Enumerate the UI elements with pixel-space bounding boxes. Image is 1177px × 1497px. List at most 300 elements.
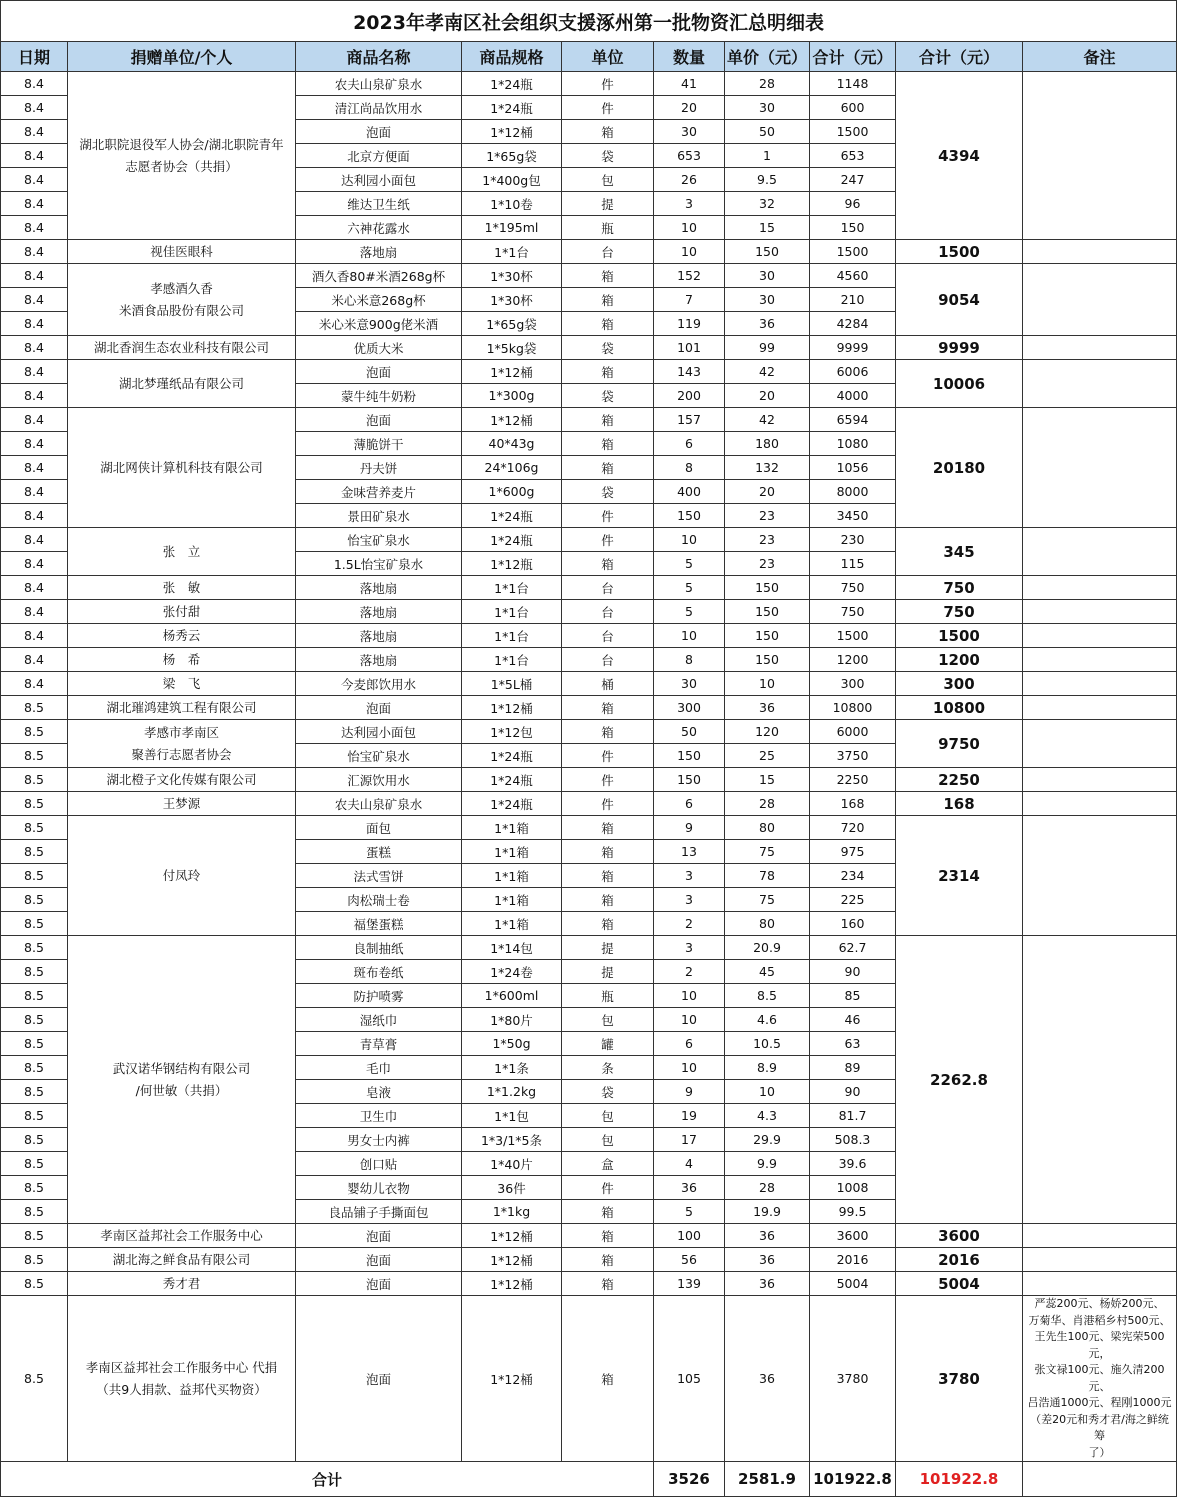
column-header: 备注 [1023, 42, 1177, 72]
price-cell: 99 [725, 336, 810, 360]
total-amount: 101922.8 [810, 1462, 896, 1497]
subtotal-cell: 2314 [896, 816, 1023, 936]
total-cell: 975 [810, 840, 896, 864]
price-cell: 80 [725, 912, 810, 936]
product-name-cell: 达利园小面包 [296, 168, 462, 192]
price-cell: 45 [725, 960, 810, 984]
total-price: 2581.9 [725, 1462, 810, 1497]
donor-cell [68, 528, 296, 576]
date-cell: 8.5 [1, 768, 68, 792]
unit-cell: 件 [562, 504, 654, 528]
unit-cell: 箱 [562, 360, 654, 384]
donor-cell [68, 816, 296, 936]
qty-cell: 17 [654, 1128, 725, 1152]
product-name-cell: 法式雪饼 [296, 864, 462, 888]
subtotal-cell: 9054 [896, 264, 1023, 336]
qty-cell: 101 [654, 336, 725, 360]
table-row [1, 1248, 1177, 1272]
total-cell: 115 [810, 552, 896, 576]
unit-cell: 条 [562, 1056, 654, 1080]
product-name-cell: 落地扇 [296, 648, 462, 672]
donor-cell [68, 696, 296, 720]
spec-cell: 1*1箱 [462, 816, 562, 840]
total-cell: 63 [810, 1032, 896, 1056]
product-name-cell: 怡宝矿泉水 [296, 528, 462, 552]
unit-cell: 瓶 [562, 984, 654, 1008]
spec-cell: 1*600ml [462, 984, 562, 1008]
price-cell: 36 [725, 1248, 810, 1272]
total-cell: 6000 [810, 720, 896, 744]
product-name-cell: 汇源饮用水 [296, 768, 462, 792]
spec-cell: 40*43g [462, 432, 562, 456]
total-cell: 508.3 [810, 1128, 896, 1152]
donor-cell [68, 600, 296, 624]
price-cell: 8.9 [725, 1056, 810, 1080]
spec-cell: 1*1箱 [462, 864, 562, 888]
spec-cell: 1*12桶 [462, 408, 562, 432]
donor-cell [68, 648, 296, 672]
product-name-cell: 1.5L怡宝矿泉水 [296, 552, 462, 576]
subtotal-cell: 9750 [896, 720, 1023, 768]
total-cell: 1500 [810, 120, 896, 144]
price-cell: 9.5 [725, 168, 810, 192]
date-cell: 8.5 [1, 1272, 68, 1296]
spec-cell: 1*24瓶 [462, 504, 562, 528]
total-cell: 653 [810, 144, 896, 168]
product-name-cell: 酒久香80#米酒268g杯 [296, 264, 462, 288]
total-qty: 3526 [654, 1462, 725, 1497]
donor-line: 杨秀云 [162, 627, 201, 643]
qty-cell: 5 [654, 576, 725, 600]
date-cell: 8.4 [1, 480, 68, 504]
product-name-cell: 维达卫生纸 [296, 192, 462, 216]
spec-cell: 1*14包 [462, 936, 562, 960]
unit-cell: 提 [562, 192, 654, 216]
total-cell: 81.7 [810, 1104, 896, 1128]
date-cell: 8.4 [1, 456, 68, 480]
donor-cell [68, 672, 296, 696]
qty-cell: 6 [654, 432, 725, 456]
remark-line: 吕浩通1000元、程刚1000元 [1027, 1396, 1172, 1409]
total-cell: 6594 [810, 408, 896, 432]
unit-cell: 箱 [562, 1272, 654, 1296]
last-group [1, 1296, 1177, 1462]
header-row [1, 42, 1177, 72]
unit-cell: 提 [562, 936, 654, 960]
price-cell: 4.6 [725, 1008, 810, 1032]
date-cell: 8.4 [1, 648, 68, 672]
product-name-cell: 薄脆饼干 [296, 432, 462, 456]
product-name-cell: 皂液 [296, 1080, 462, 1104]
table-row [1, 1272, 1177, 1296]
donor-cell [68, 408, 296, 528]
subtotal-cell: 2262.8 [896, 936, 1023, 1224]
unit-cell: 桶 [562, 672, 654, 696]
qty-cell: 30 [654, 120, 725, 144]
remark-cell [1023, 1248, 1177, 1272]
table-row [1, 792, 1177, 816]
price-cell: 150 [725, 240, 810, 264]
price-cell: 8.5 [725, 984, 810, 1008]
product-name-cell: 泡面 [296, 696, 462, 720]
price-cell: 36 [725, 312, 810, 336]
date-cell: 8.4 [1, 96, 68, 120]
remark-cell [1023, 576, 1177, 600]
spec-cell: 1*65g袋 [462, 144, 562, 168]
total-cell: 99.5 [810, 1200, 896, 1224]
unit-cell: 箱 [562, 840, 654, 864]
donor-line: 湖北橙子文化传媒有限公司 [106, 771, 257, 787]
qty-cell: 10 [654, 1056, 725, 1080]
donor-line: 湖北香润生态农业科技有限公司 [93, 339, 269, 355]
total-cell: 150 [810, 216, 896, 240]
total-cell: 8000 [810, 480, 896, 504]
total-cell: 62.7 [810, 936, 896, 960]
donor-line: 聚善行志愿者协会 [131, 746, 232, 762]
column-header: 合计（元） [810, 42, 896, 72]
price-cell: 150 [725, 624, 810, 648]
table-row [1, 336, 1177, 360]
price-cell: 28 [725, 1176, 810, 1200]
table-row [1, 72, 1177, 96]
spec-cell: 1*12桶 [462, 1224, 562, 1248]
remark-cell [1023, 72, 1177, 240]
qty-cell: 400 [654, 480, 725, 504]
donor-cell [68, 1272, 296, 1296]
product-name-cell: 男女士内裤 [296, 1128, 462, 1152]
total-cell: 210 [810, 288, 896, 312]
spec-cell: 1*195ml [462, 216, 562, 240]
price-cell: 80 [725, 816, 810, 840]
qty-cell: 36 [654, 1176, 725, 1200]
remark-cell [1023, 720, 1177, 768]
qty-cell: 26 [654, 168, 725, 192]
remark-cell [1023, 672, 1177, 696]
price-cell: 28 [725, 72, 810, 96]
subtotal-cell: 2016 [896, 1248, 1023, 1272]
qty-cell: 7 [654, 288, 725, 312]
qty-cell: 139 [654, 1272, 725, 1296]
qty-cell: 9 [654, 816, 725, 840]
price-cell: 42 [725, 408, 810, 432]
qty-cell: 5 [654, 552, 725, 576]
qty-cell: 30 [654, 672, 725, 696]
unit-cell: 件 [562, 744, 654, 768]
donor-line: 张 立 [162, 543, 201, 559]
qty-cell: 56 [654, 1248, 725, 1272]
unit-cell: 箱 [562, 288, 654, 312]
product-name-cell: 泡面 [296, 1272, 462, 1296]
spec-cell: 1*1包 [462, 1104, 562, 1128]
subtotal-cell: 1200 [896, 648, 1023, 672]
remark-cell [1023, 528, 1177, 576]
unit-cell: 台 [562, 600, 654, 624]
total-cell: 3600 [810, 1224, 896, 1248]
spec-cell: 1*600g [462, 480, 562, 504]
price-cell: 10.5 [725, 1032, 810, 1056]
date-cell: 8.5 [1, 1200, 68, 1224]
table-row [1, 696, 1177, 720]
total-row [1, 1462, 1177, 1497]
donor-cell [68, 1224, 296, 1248]
spec-cell: 1*3/1*5条 [462, 1128, 562, 1152]
product-name-cell: 肉松瑞士卷 [296, 888, 462, 912]
product-name-cell: 达利园小面包 [296, 720, 462, 744]
total-cell: 1500 [810, 240, 896, 264]
price-cell: 4.3 [725, 1104, 810, 1128]
product-name-cell: 泡面 [296, 360, 462, 384]
donor-cell [68, 720, 296, 768]
table-row [1, 768, 1177, 792]
total-cell: 96 [810, 192, 896, 216]
qty-cell: 10 [654, 216, 725, 240]
table-row [1, 1296, 1177, 1462]
spec-cell: 1*24瓶 [462, 96, 562, 120]
product-name-cell: 防护喷雾 [296, 984, 462, 1008]
qty-cell: 2 [654, 912, 725, 936]
price-cell: 120 [725, 720, 810, 744]
donor-cell [68, 768, 296, 792]
column-header: 捐赠单位/个人 [68, 42, 296, 72]
unit-cell: 包 [562, 1008, 654, 1032]
product-name-cell: 青草膏 [296, 1032, 462, 1056]
qty-cell: 20 [654, 96, 725, 120]
remark-line: （差20元和秀才君/海之鲜统筹 [1030, 1412, 1169, 1442]
qty-cell: 3 [654, 864, 725, 888]
donor-line: 志愿者协会（共捐） [125, 158, 238, 174]
product-name-cell: 金味营养麦片 [296, 480, 462, 504]
product-name-cell: 良制抽纸 [296, 936, 462, 960]
unit-cell: 箱 [562, 1224, 654, 1248]
date-cell: 8.4 [1, 120, 68, 144]
unit-cell: 台 [562, 624, 654, 648]
column-header: 单价（元） [725, 42, 810, 72]
donor-main: 孝南区益邦社会工作服务中心 代捐 [85, 1359, 278, 1375]
date-cell: 8.5 [1, 984, 68, 1008]
unit-cell: 包 [562, 1104, 654, 1128]
unit-cell: 箱 [562, 864, 654, 888]
table-row [1, 672, 1177, 696]
total-cell: 46 [810, 1008, 896, 1032]
donor-line: 湖北职院退役军人协会/湖北职院青年 [79, 136, 284, 152]
remark-line: 万菊华、肖港稻乡村500元、 [1028, 1313, 1171, 1327]
spec-cell: 36件 [462, 1176, 562, 1200]
table-row [1, 264, 1177, 288]
product-name-cell: 今麦郎饮用水 [296, 672, 462, 696]
remark-cell [1023, 624, 1177, 648]
subtotal-cell: 10800 [896, 696, 1023, 720]
date-cell: 8.5 [1, 1032, 68, 1056]
table-row [1, 360, 1177, 384]
unit-cell: 件 [562, 96, 654, 120]
unit-cell: 箱 [562, 552, 654, 576]
unit-cell: 袋 [562, 1080, 654, 1104]
date-cell: 8.4 [1, 312, 68, 336]
table-row [1, 600, 1177, 624]
spec-cell: 1*1kg [462, 1200, 562, 1224]
donor-cell [68, 576, 296, 600]
date-cell: 8.5 [1, 792, 68, 816]
date-cell: 8.5 [1, 1056, 68, 1080]
spec-cell: 1*10卷 [462, 192, 562, 216]
remark-line: 张文禄100元、施久清200元、 [1034, 1363, 1165, 1393]
grand-total: 101922.8 [896, 1462, 1023, 1497]
subtotal-cell: 1500 [896, 240, 1023, 264]
unit-cell: 件 [562, 528, 654, 552]
column-header: 日期 [1, 42, 68, 72]
qty-cell: 3 [654, 888, 725, 912]
unit-cell: 盒 [562, 1152, 654, 1176]
spec-cell: 1*5L桶 [462, 672, 562, 696]
spec-cell: 1*12桶 [462, 696, 562, 720]
column-header: 数量 [654, 42, 725, 72]
donor-cell [68, 936, 296, 1224]
total-cell: 160 [810, 912, 896, 936]
total-cell: 5004 [810, 1272, 896, 1296]
total-cell: 230 [810, 528, 896, 552]
unit-cell: 箱 [562, 456, 654, 480]
donor-line: 米酒食品股份有限公司 [118, 302, 244, 318]
donor-cell [68, 792, 296, 816]
price-cell: 23 [725, 552, 810, 576]
remark-cell [1023, 1296, 1177, 1462]
donor-line: 视佳医眼科 [150, 243, 213, 259]
page-title: 2023年孝南区社会组织支援涿州第一批物资汇总明细表 [1, 1, 1177, 42]
total-cell: 1080 [810, 432, 896, 456]
subtotal-cell: 3780 [896, 1296, 1023, 1462]
date-cell: 8.5 [1, 840, 68, 864]
total-cell: 90 [810, 1080, 896, 1104]
qty-cell: 300 [654, 696, 725, 720]
remark-line: 了） [1088, 1445, 1111, 1459]
remark-cell [1023, 600, 1177, 624]
date-cell: 8.5 [1, 744, 68, 768]
date-cell: 8.4 [1, 504, 68, 528]
remark-cell [1023, 336, 1177, 360]
total-cell: 720 [810, 816, 896, 840]
donor-line: 湖北梦瑾纸品有限公司 [118, 375, 244, 391]
donor-sub: （共9人捐款、益邦代买物资） [96, 1381, 267, 1397]
total-cell: 9999 [810, 336, 896, 360]
qty-cell: 3 [654, 936, 725, 960]
qty-cell: 4 [654, 1152, 725, 1176]
date-cell: 8.5 [1, 1224, 68, 1248]
total-cell: 1008 [810, 1176, 896, 1200]
column-header: 单位 [562, 42, 654, 72]
date-cell: 8.4 [1, 384, 68, 408]
spec-cell: 1*1台 [462, 648, 562, 672]
unit-cell: 箱 [562, 912, 654, 936]
subtotal-cell: 345 [896, 528, 1023, 576]
total-cell: 1148 [810, 72, 896, 96]
date-cell: 8.4 [1, 360, 68, 384]
spec-cell: 1*12包 [462, 720, 562, 744]
qty-cell: 100 [654, 1224, 725, 1248]
qty-cell: 152 [654, 264, 725, 288]
qty-cell: 13 [654, 840, 725, 864]
subtotal-cell: 300 [896, 672, 1023, 696]
price-cell: 30 [725, 96, 810, 120]
spec-cell: 1*12桶 [462, 1296, 562, 1462]
product-name-cell: 毛巾 [296, 1056, 462, 1080]
donor-cell [68, 360, 296, 408]
product-name-cell: 婴幼儿衣物 [296, 1176, 462, 1200]
total-cell: 2250 [810, 768, 896, 792]
qty-cell: 157 [654, 408, 725, 432]
remark-cell [1023, 1224, 1177, 1248]
donor-line: 梁 飞 [162, 675, 201, 691]
donor-cell [68, 624, 296, 648]
date-cell: 8.4 [1, 552, 68, 576]
spec-cell: 1*50g [462, 1032, 562, 1056]
donor-cell [68, 264, 296, 336]
product-name-cell: 泡面 [296, 120, 462, 144]
spec-cell: 1*65g袋 [462, 312, 562, 336]
total-cell: 3450 [810, 504, 896, 528]
subtotal-cell: 9999 [896, 336, 1023, 360]
subtotal-cell: 750 [896, 576, 1023, 600]
date-cell: 8.4 [1, 672, 68, 696]
column-header: 商品名称 [296, 42, 462, 72]
date-cell: 8.4 [1, 264, 68, 288]
qty-cell: 5 [654, 1200, 725, 1224]
subtotal-cell: 3600 [896, 1224, 1023, 1248]
total-cell: 4284 [810, 312, 896, 336]
date-cell: 8.4 [1, 624, 68, 648]
total-cell: 6006 [810, 360, 896, 384]
subtotal-cell: 10006 [896, 360, 1023, 408]
subtotal-cell: 4394 [896, 72, 1023, 240]
qty-cell: 6 [654, 1032, 725, 1056]
unit-cell: 箱 [562, 1248, 654, 1272]
qty-cell: 10 [654, 984, 725, 1008]
spec-cell: 1*1台 [462, 240, 562, 264]
product-name-cell: 景田矿泉水 [296, 504, 462, 528]
date-cell: 8.5 [1, 1008, 68, 1032]
price-cell: 36 [725, 696, 810, 720]
price-cell: 1 [725, 144, 810, 168]
total-cell: 4000 [810, 384, 896, 408]
donor-cell [68, 1296, 296, 1462]
spec-cell: 1*30杯 [462, 264, 562, 288]
date-cell: 8.4 [1, 72, 68, 96]
unit-cell: 袋 [562, 480, 654, 504]
product-name-cell: 落地扇 [296, 624, 462, 648]
donor-line: /何世敏（共捐） [135, 1082, 228, 1098]
qty-cell: 143 [654, 360, 725, 384]
donor-cell [68, 1248, 296, 1272]
qty-cell: 10 [654, 528, 725, 552]
total-cell: 750 [810, 600, 896, 624]
price-cell: 10 [725, 672, 810, 696]
total-cell: 234 [810, 864, 896, 888]
price-cell: 150 [725, 576, 810, 600]
price-cell: 36 [725, 1224, 810, 1248]
remark-cell [1023, 936, 1177, 1224]
unit-cell: 箱 [562, 408, 654, 432]
product-name-cell: 蛋糕 [296, 840, 462, 864]
total-cell: 168 [810, 792, 896, 816]
price-cell: 75 [725, 888, 810, 912]
qty-cell: 41 [654, 72, 725, 96]
spec-cell: 1*24瓶 [462, 744, 562, 768]
qty-cell: 10 [654, 624, 725, 648]
qty-cell: 200 [654, 384, 725, 408]
price-cell: 20 [725, 384, 810, 408]
price-cell: 23 [725, 504, 810, 528]
spec-cell: 1*80片 [462, 1008, 562, 1032]
spec-cell: 1*1台 [462, 624, 562, 648]
